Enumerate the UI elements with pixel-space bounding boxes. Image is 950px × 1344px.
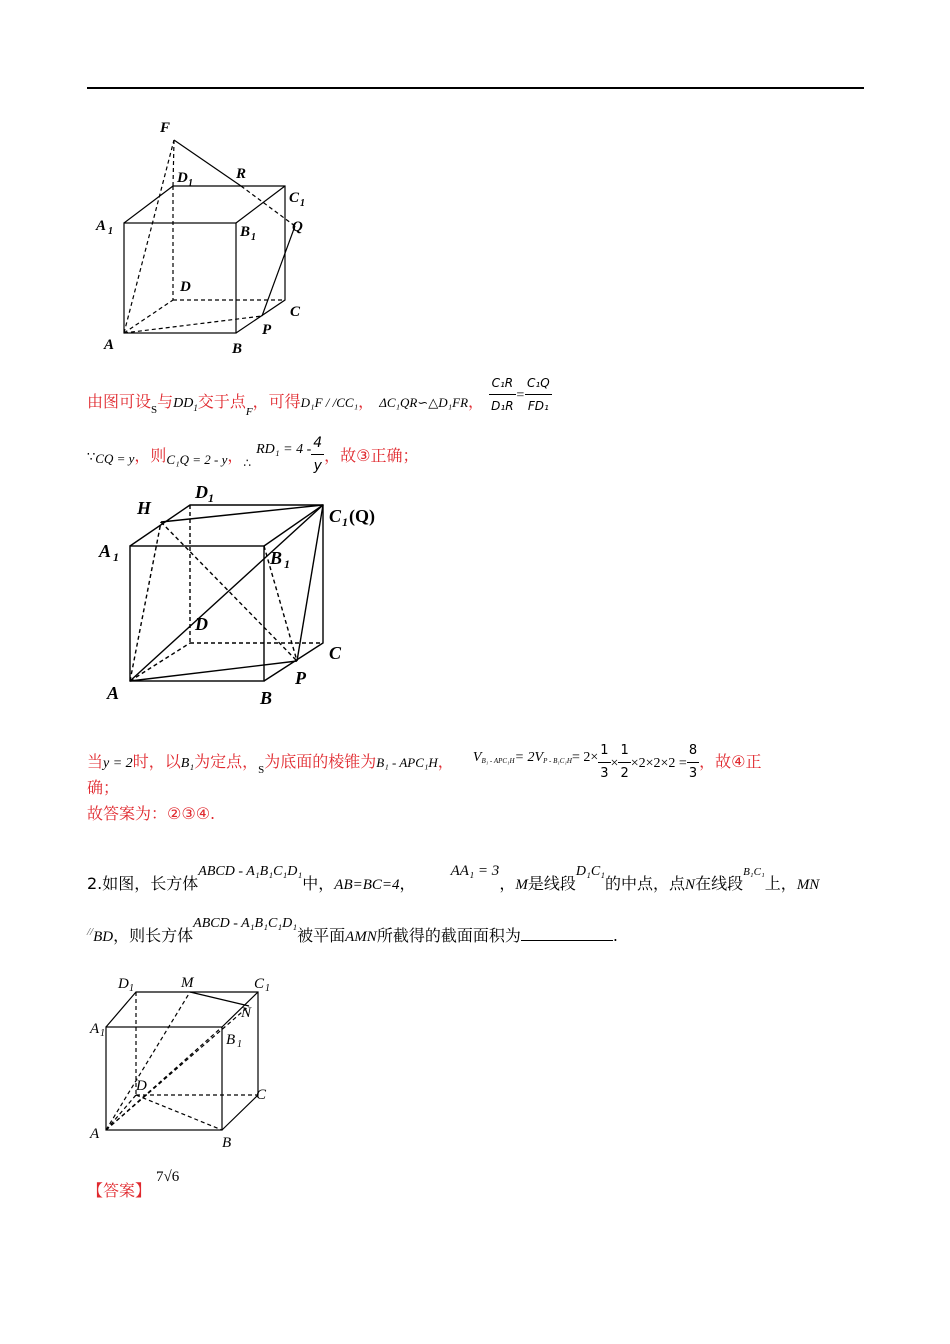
solution-line-3: 当y = 2时，以B₁为定点，$_S$为底面的棱锥为B₁ - APC₁H， $V^{B_1 - APC_1H}= 2V^{P - B_1C_1H}= 2\times$ $\frac{1}{3}$ × $\frac{1}{2}$ ×2×2×2 = $\frac{8}{3}$ ，故④正 — [87, 740, 761, 785]
answer-label: 【答案】 — [87, 1181, 152, 1200]
label-B: B — [260, 688, 273, 708]
label-P: P — [295, 668, 306, 688]
solution-line-2: ∵CQ = y，则C₁Q = 2 - y，$_\therefore$ RD₁ = 4 - $\frac{4}{y}$ ，故③正确； — [87, 434, 419, 479]
svg-text:1: 1 — [342, 515, 348, 529]
header-rule — [87, 87, 864, 89]
svg-text:1: 1 — [188, 178, 193, 189]
label-F: F — [160, 120, 171, 136]
svg-text:1: 1 — [208, 491, 214, 505]
label-C1Q: C — [329, 506, 342, 526]
label-H: H — [137, 498, 152, 518]
label-B1: B — [226, 1032, 236, 1048]
label-C: C — [256, 1087, 267, 1103]
label-B: B — [222, 1135, 232, 1151]
label-D1: D — [177, 170, 188, 186]
svg-text:1: 1 — [237, 1039, 242, 1050]
svg-text:(Q): (Q) — [349, 506, 375, 526]
label-A1: A — [99, 541, 112, 561]
label-C: C — [290, 304, 301, 320]
svg-text:1: 1 — [251, 232, 256, 243]
label-A: A — [90, 1126, 100, 1142]
svg-text:1: 1 — [108, 226, 113, 237]
label-N: N — [241, 1005, 252, 1021]
svg-text:1: 1 — [265, 983, 270, 994]
label-D1: D — [118, 976, 129, 992]
svg-text:1: 1 — [100, 1028, 105, 1039]
label-D1: D — [195, 482, 208, 502]
label-D: D — [195, 614, 208, 634]
label-B1: B — [240, 224, 251, 240]
answer-blank — [521, 926, 613, 941]
figure-cuboid-3 — [86, 970, 286, 1155]
answer-summary: 故答案为：②③④. — [87, 804, 216, 823]
label-R: R — [236, 166, 247, 182]
label-C1: C — [254, 976, 265, 992]
label-C: C — [329, 643, 342, 663]
svg-text:1: 1 — [113, 550, 119, 564]
label-B: B — [232, 341, 243, 357]
label-D: D — [136, 1078, 147, 1094]
svg-text:1: 1 — [129, 983, 134, 994]
label-D: D — [180, 279, 191, 295]
solution-line-1: 由图可设$_S$与$DD_1$交于点$_F$，可得D₁F / /CC₁， ΔC₁QR∽△D₁FR， $\frac{\text{C₁R}}{\text{D₁R}}$ = $\frac{\text{C₁Q}}{\text{FD₁}}$ — [87, 380, 552, 425]
label-C1: C — [289, 190, 300, 206]
label-B1: B — [270, 548, 283, 568]
label-A: A — [104, 337, 115, 353]
figure-cube-1 — [90, 110, 320, 360]
svg-text:1: 1 — [284, 557, 290, 571]
solution-line-3b: 确； — [87, 778, 120, 797]
label-A1: A — [96, 218, 107, 234]
answer-value: 7√6 — [156, 1169, 180, 1185]
label-M: M — [181, 975, 194, 991]
label-P: P — [262, 322, 272, 338]
question-2-line-2: //BD，则长方体ABCD - A₁B₁C₁D₁被平面AMN所截得的截面面积为 . — [87, 916, 618, 945]
svg-text:1: 1 — [300, 198, 305, 209]
question-2-line-1: 2.如图，长方体ABCD - A₁B₁C₁D₁中，AB=BC=4， AA₁ = 3，M是线段D₁C₁的中点，点N在线段$^{B_1C_1}$上，MN — [87, 863, 820, 893]
label-A: A — [107, 683, 120, 703]
figure-cube-2 — [95, 478, 395, 713]
label-A1: A — [90, 1021, 100, 1037]
label-Q: Q — [292, 219, 303, 235]
